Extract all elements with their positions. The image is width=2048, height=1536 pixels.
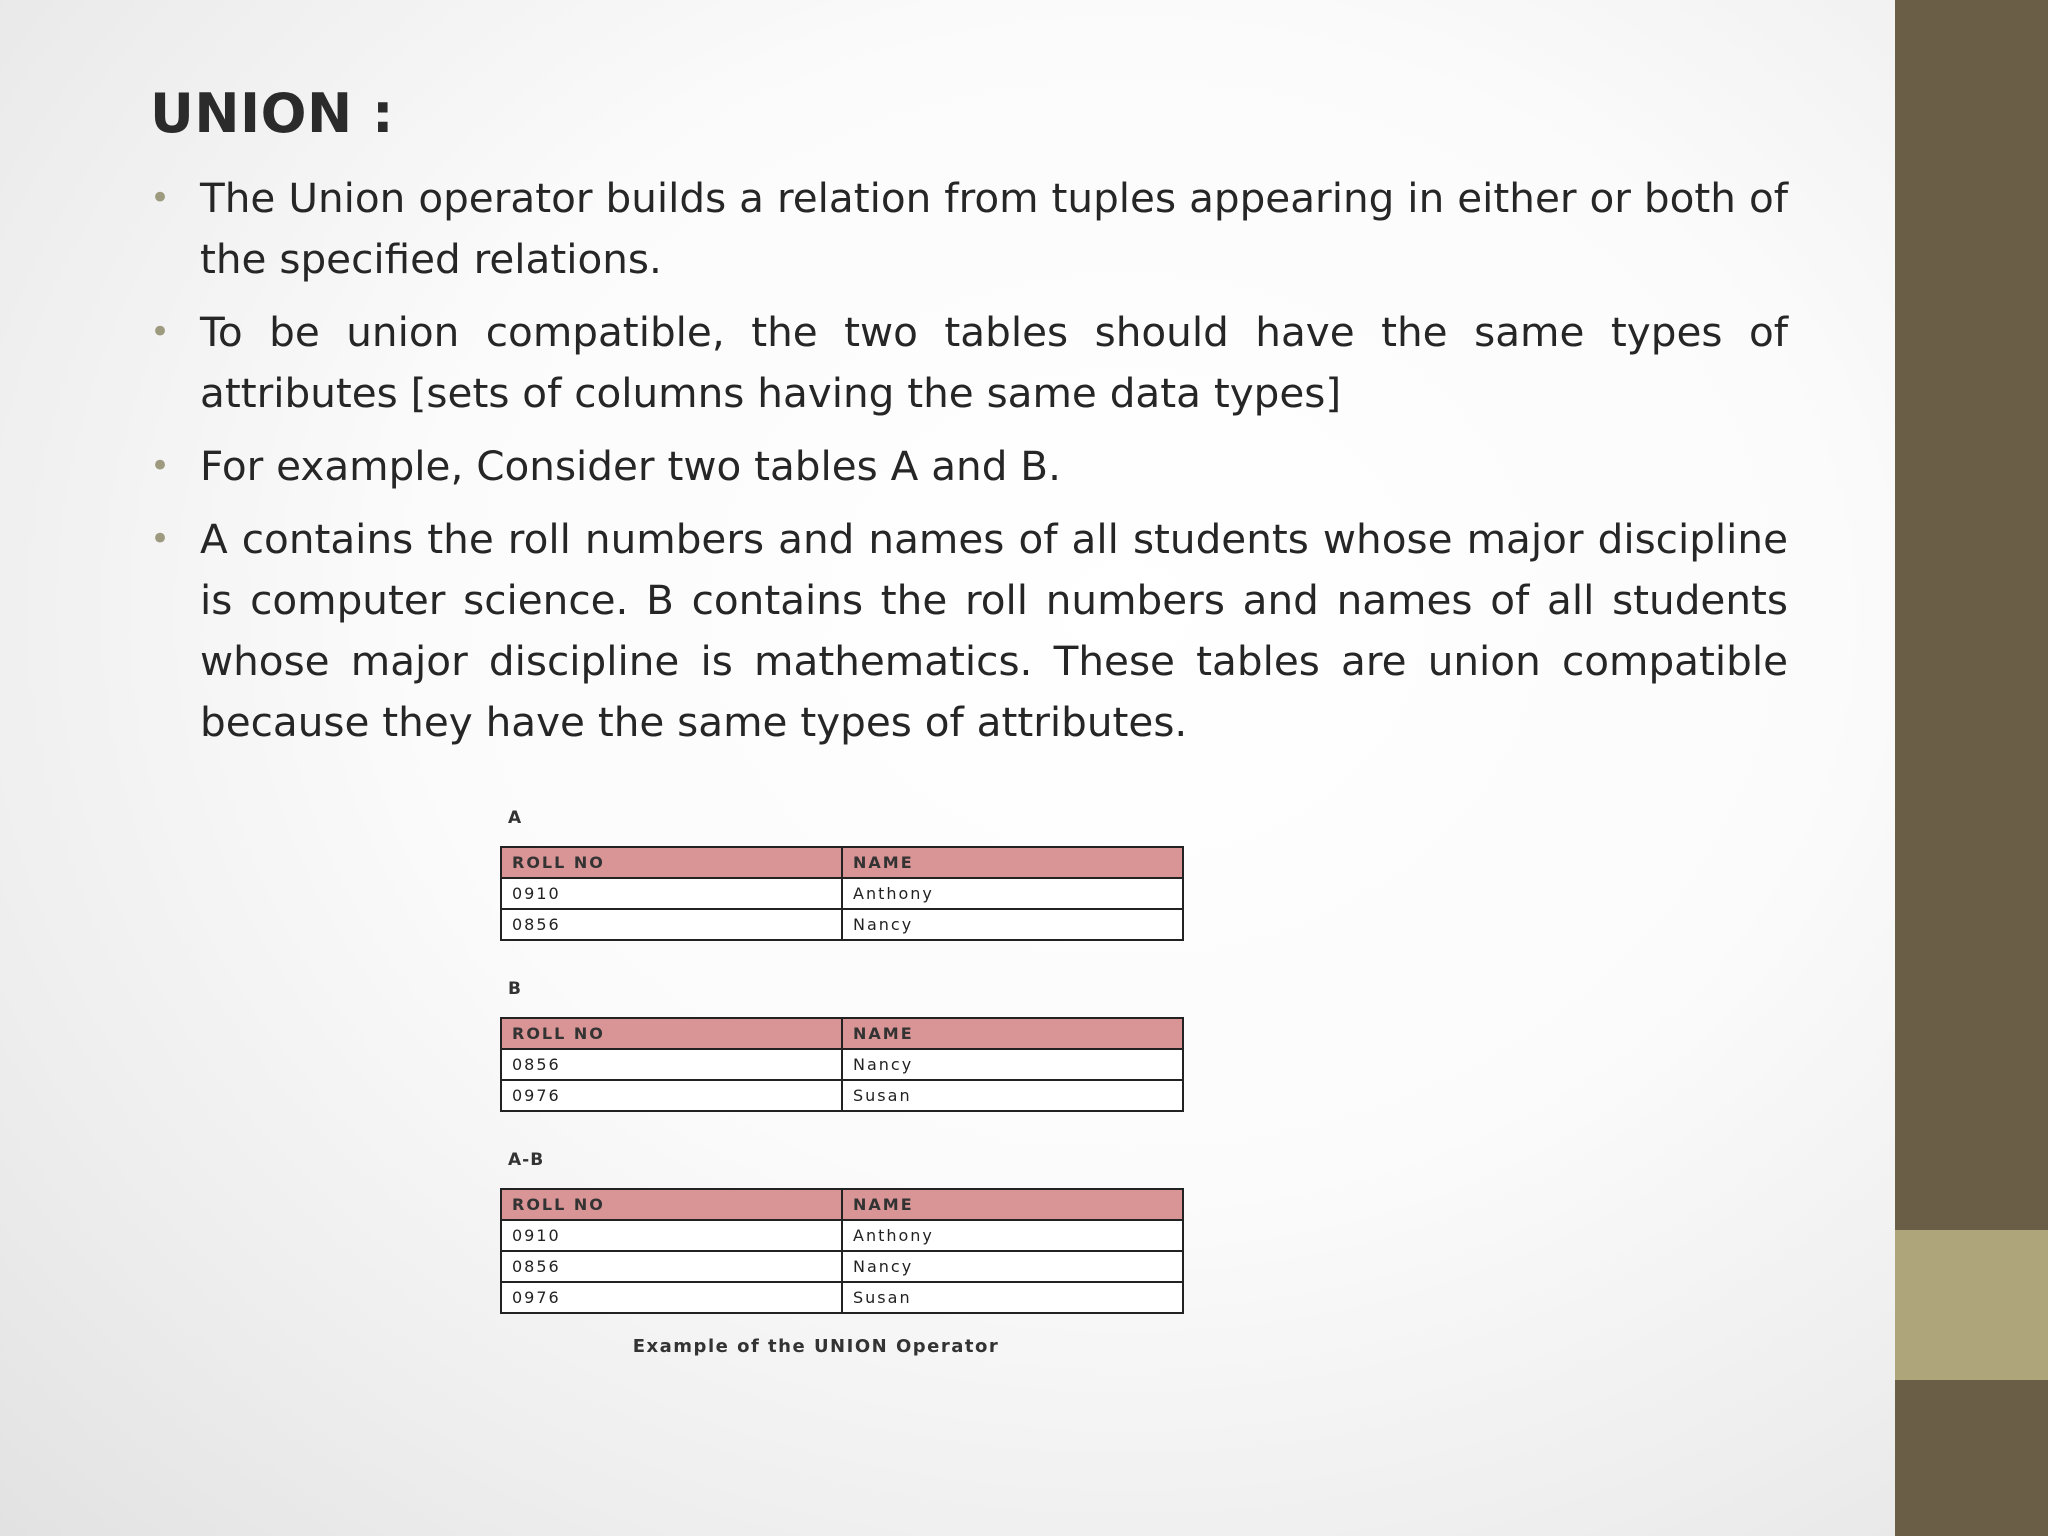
table-row	[501, 1220, 1183, 1251]
column-header-name: NAME	[842, 847, 1183, 878]
cell-name: Nancy	[842, 1251, 1183, 1282]
bullet-text: A contains the roll numbers and names of all students whose major discipline is computer science. B contains the roll numbers and names of all students whose major discipline is mathematics. These tables are union compatible because they have the same types of attributes.	[200, 515, 1788, 746]
table-union-label: A-B	[508, 1150, 545, 1170]
table-header-row	[501, 1189, 1183, 1220]
bullet-text: The Union operator builds a relation from tuples appearing in either or both of the specified relations.	[200, 174, 1788, 283]
bullet-dot-icon: •	[150, 519, 171, 559]
cell-name: Anthony	[842, 1220, 1183, 1251]
bullet-dot-icon: •	[150, 312, 171, 352]
cell-roll-no: 0856	[501, 1049, 842, 1080]
cell-roll-no: 0976	[501, 1282, 842, 1313]
table-header-row	[501, 847, 1183, 878]
cell-name: Nancy	[842, 1049, 1183, 1080]
column-header-roll-no: ROLL NO	[501, 1189, 842, 1220]
bullet-dot-icon: •	[150, 446, 171, 486]
table-row	[501, 878, 1183, 909]
bullet-list	[150, 168, 1788, 765]
figure-caption: Example of the UNION Operator	[632, 1336, 1000, 1357]
cell-roll-no: 0856	[501, 1251, 842, 1282]
cell-roll-no: 0856	[501, 909, 842, 940]
column-header-roll-no: ROLL NO	[501, 1018, 842, 1049]
table-row	[501, 909, 1183, 940]
table-a	[500, 846, 1184, 941]
table-header-row	[501, 1018, 1183, 1049]
cell-roll-no: 0910	[501, 1220, 842, 1251]
table-b-label: B	[508, 979, 522, 999]
cell-name: Susan	[842, 1282, 1183, 1313]
cell-name: Nancy	[842, 909, 1183, 940]
cell-name: Anthony	[842, 878, 1183, 909]
bullet-item	[150, 436, 1788, 497]
bullet-text: To be union compatible, the two tables should have the same types of attributes [sets of columns having the same data types]	[200, 308, 1788, 417]
table-union-result	[500, 1188, 1184, 1314]
table-b	[500, 1017, 1184, 1112]
cell-name: Susan	[842, 1080, 1183, 1111]
bullet-item	[150, 302, 1788, 424]
bullet-item	[150, 168, 1788, 290]
table-row	[501, 1080, 1183, 1111]
table-row	[501, 1251, 1183, 1282]
sidebar-accent-block	[1895, 1230, 2048, 1380]
table-row	[501, 1049, 1183, 1080]
bullet-text: For example, Consider two tables A and B.	[200, 442, 1061, 490]
column-header-roll-no: ROLL NO	[501, 847, 842, 878]
table-a-label: A	[508, 808, 523, 828]
union-example-figure	[496, 808, 1216, 1357]
bullet-item	[150, 509, 1788, 753]
column-header-name: NAME	[842, 1018, 1183, 1049]
cell-roll-no: 0976	[501, 1080, 842, 1111]
slide-title: UNION :	[150, 82, 395, 145]
bullet-dot-icon: •	[150, 178, 171, 218]
table-row	[501, 1282, 1183, 1313]
column-header-name: NAME	[842, 1189, 1183, 1220]
cell-roll-no: 0910	[501, 878, 842, 909]
